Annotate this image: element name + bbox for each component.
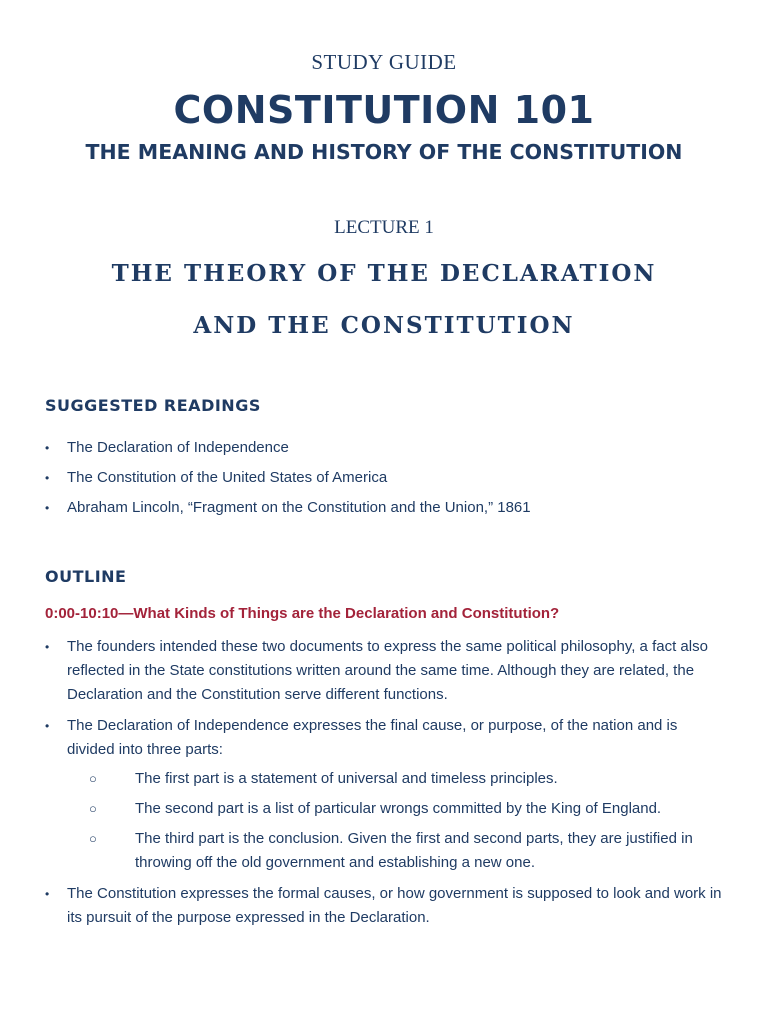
circle-bullet-icon: ○: [89, 831, 97, 846]
lecture-title-line1: THE THEORY OF THE DECLARATION: [111, 260, 657, 287]
bullet-icon: •: [45, 719, 50, 733]
outline-time-heading: 0:00-10:10—What Kinds of Things are the Declaration and Constitution?: [45, 605, 560, 622]
bullet-icon: •: [45, 640, 50, 654]
bullet-icon: •: [45, 471, 50, 485]
sub-item-text: The third part is the conclusion. Given the first and second parts, they are justified in throwing off the old government and establishing a new one.: [135, 830, 693, 871]
page-subtitle: THE MEANING AND HISTORY OF THE CONSTITUTION: [85, 140, 683, 164]
bullet-icon: •: [45, 887, 50, 901]
study-guide-label: STUDY GUIDE: [311, 50, 457, 74]
sub-list-item: [67, 797, 725, 821]
sub-list-item: [67, 827, 725, 875]
readings-heading: SUGGESTED READINGS: [45, 396, 261, 415]
bullet-icon: •: [45, 501, 50, 515]
list-item: [45, 882, 725, 930]
reading-text: Abraham Lincoln, “Fragment on the Constitution and the Union,” 1861: [67, 499, 531, 516]
sub-item-text: The first part is a statement of universal and timeless principles.: [135, 770, 558, 787]
list-item: [45, 714, 725, 875]
reading-text: The Declaration of Independence: [67, 439, 289, 456]
sub-item-text: The second part is a list of particular wrongs committed by the King of England.: [135, 800, 662, 817]
circle-bullet-icon: ○: [89, 801, 97, 816]
lecture-title-line2: AND THE CONSTITUTION: [193, 312, 575, 339]
sub-list: [67, 767, 725, 875]
reading-text: The Constitution of the United States of America: [67, 469, 388, 486]
readings-list: [45, 436, 725, 526]
list-item: [45, 635, 725, 707]
sub-list-item: [67, 767, 725, 791]
outline-text: The founders intended these two documents to express the same political philosophy, a fact also reflected in the State constitutions written around the same time. Although they are related, the Declaration and the Constitution serve different functions.: [67, 638, 708, 703]
page-title: CONSTITUTION 101: [173, 88, 595, 132]
bullet-icon: •: [45, 441, 50, 455]
list-item: [45, 436, 725, 460]
outline-list: [45, 635, 725, 937]
outline-text: The Declaration of Independence expresses the final cause, or purpose, of the nation and is divided into three parts:: [67, 717, 678, 758]
circle-bullet-icon: ○: [89, 771, 97, 786]
lecture-label: LECTURE 1: [334, 217, 434, 238]
list-item: [45, 496, 725, 520]
outline-text: The Constitution expresses the formal causes, or how government is supposed to look and work in its pursuit of the purpose expressed in the Declaration.: [67, 885, 722, 926]
outline-heading: OUTLINE: [45, 567, 127, 586]
list-item: [45, 466, 725, 490]
